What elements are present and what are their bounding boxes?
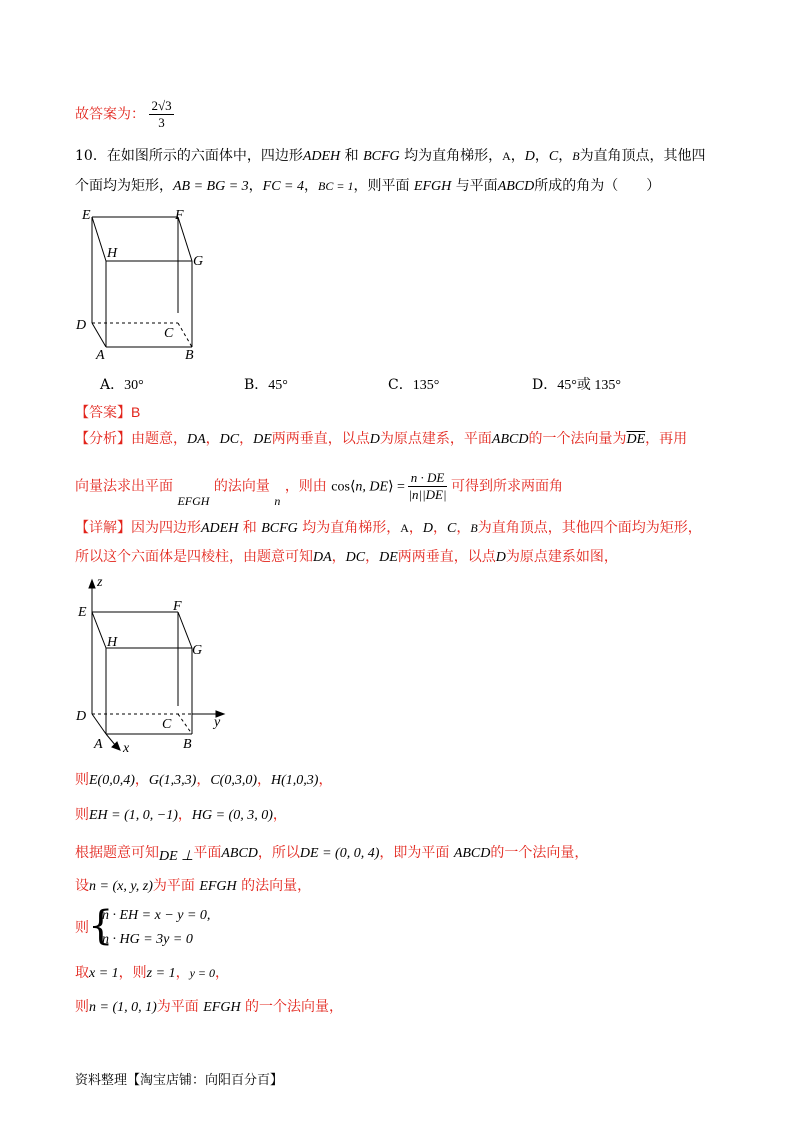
vectors-line — [75, 805, 287, 826]
q-ABCD: ABCD — [497, 179, 535, 194]
option-d[interactable] — [532, 375, 621, 396]
option-c[interactable] — [388, 375, 439, 396]
text: 的法向量， — [241, 878, 312, 894]
analysis-line-2 — [75, 470, 564, 508]
text: ，所以 — [257, 845, 300, 861]
option-letter: B． — [244, 377, 269, 393]
option-letter: D． — [532, 377, 558, 393]
separator: ， — [257, 772, 271, 788]
result-line — [75, 997, 343, 1018]
label-F: F — [173, 599, 182, 614]
take-values-line — [75, 963, 229, 984]
coord-G: G(1,3,3) — [148, 773, 197, 788]
text: 则 — [75, 920, 89, 936]
q-eq3: BC = 1 — [318, 179, 354, 193]
math-DE: DE — [379, 550, 398, 565]
footer-text: 资料整理【淘宝店铺：向阳百分百】 — [75, 1073, 284, 1088]
math-D: D — [369, 432, 380, 447]
q-comma: ， — [510, 148, 525, 164]
text: 的法向量 — [213, 478, 270, 495]
label-B: B — [183, 737, 192, 752]
q-A: A — [502, 149, 511, 163]
text: ，即为平面 — [379, 845, 450, 861]
separator: ， — [175, 965, 190, 981]
q-D: D — [524, 149, 535, 164]
label-H: H — [107, 635, 118, 650]
separator: ， — [134, 772, 149, 788]
text: 可得到所求两面角 — [451, 478, 564, 495]
math-ABCD: ABCD — [221, 846, 258, 861]
separator: ， — [177, 807, 192, 823]
math-D: D — [422, 521, 434, 536]
q-text: 均为直角梯形， — [404, 148, 503, 164]
math-ABCD: ABCD — [491, 432, 529, 447]
math-DC: DC — [345, 550, 366, 565]
text: ，则 — [118, 965, 147, 981]
coordinate-figure — [70, 572, 240, 758]
text: 则 — [75, 807, 89, 823]
set-n-line — [75, 876, 311, 897]
math-y: y = 0 — [189, 966, 216, 980]
q-text: 和 — [344, 148, 359, 164]
label-B: B — [185, 348, 194, 363]
math-EFGH: EFGH — [177, 493, 210, 508]
text: 的一个法向量， — [490, 845, 589, 861]
option-text: 30° — [124, 378, 144, 393]
q-C: C — [548, 149, 559, 164]
label-G: G — [193, 254, 204, 269]
text: 为原点建系，平面 — [379, 431, 492, 447]
label-A: A — [96, 348, 105, 363]
answer-value: B — [131, 404, 141, 420]
text: 平面 — [193, 845, 222, 861]
system-eq1: n · EH = x − y = 0, — [102, 908, 211, 923]
text: 均为直角梯形， — [302, 520, 401, 536]
math-DC: DC — [219, 432, 240, 447]
cos-denominator: |n||DE| — [408, 487, 447, 502]
math-DE: DE — [253, 432, 272, 447]
answer-label: 【答案】 — [75, 405, 131, 421]
detail-line-1: 【详解】因为四边形ADEH 和 BCFG 均为直角梯形，A，D，C，B为直角顶点，其他四个面均为矩形， — [75, 520, 702, 536]
coord-C: C(0,3,0) — [210, 773, 257, 788]
prev-answer — [75, 98, 174, 131]
q-text: ，则平面 — [353, 178, 410, 194]
math-EFGH: EFGH — [203, 1000, 241, 1015]
detail-line-2: 所以这个六面体是四棱柱，由题意可知DA，DC，DE两两垂直，以点D为原点建系如图， — [75, 549, 618, 565]
q-ADEH: ADEH — [302, 149, 341, 164]
q-comma: ， — [534, 148, 549, 164]
math-EFGH: EFGH — [199, 879, 237, 894]
math-D: D — [495, 550, 506, 565]
math-A: A — [400, 521, 409, 535]
axis-label-x: x — [123, 741, 130, 756]
hexahedron-figure — [70, 205, 220, 365]
text: 为直角顶点，其他四个面均为矩形， — [477, 520, 702, 536]
prev-answer-fraction — [149, 98, 173, 131]
vector-EH: EH = (1, 0, −1) — [89, 808, 178, 823]
fraction-numerator: 2√3 — [151, 98, 172, 113]
math-DE-perp: DE ⊥ — [159, 849, 194, 864]
q-text: 个面均为矩形， — [75, 178, 173, 194]
option-a[interactable] — [100, 375, 144, 396]
system-line — [75, 918, 89, 938]
text: 为平面 — [152, 878, 195, 894]
label-E: E — [82, 208, 91, 223]
text: 向量法求出平面 — [75, 478, 173, 495]
math-x: x = 1 — [89, 966, 119, 981]
q-text: 10．在如图所示的六面体中，四边形 — [75, 148, 303, 164]
axis-label-y: y — [214, 715, 221, 730]
text: ，再用 — [645, 431, 688, 447]
separator: ， — [272, 807, 287, 823]
math-n-def: n = (x, y, z) — [89, 879, 153, 894]
axis-label-z: z — [97, 575, 103, 590]
math-ADEH: ADEH — [201, 521, 239, 536]
label-G: G — [192, 643, 203, 658]
text: 为平面 — [156, 999, 199, 1015]
math-C: C — [447, 521, 457, 536]
math-n: n — [274, 493, 281, 508]
label-A: A — [94, 737, 103, 752]
label-D: D — [76, 709, 87, 724]
cos-label: cos — [331, 479, 350, 495]
math-BCFG: BCFG — [261, 521, 298, 536]
text: 由题意， — [131, 431, 187, 447]
math-DA: DA — [313, 550, 332, 565]
coord-H: H(1,0,3) — [271, 773, 319, 788]
separator: ， — [215, 965, 230, 981]
q-comma: ， — [248, 178, 263, 194]
text: 取 — [75, 965, 89, 981]
text: 因为四边形 — [131, 520, 201, 536]
text: 的一个法向量， — [245, 999, 344, 1015]
vector-DE: $\overline{DE}$ — [626, 432, 646, 447]
text: 根据题意可知 — [75, 845, 159, 861]
text: 则 — [75, 999, 89, 1015]
label-C: C — [164, 326, 174, 341]
q-text: 为直角顶点，其他四 — [579, 148, 706, 164]
q-eq2: FC = 4 — [262, 179, 305, 194]
option-text: 135° — [412, 378, 440, 393]
text: 为原点建系如图， — [505, 549, 618, 565]
fraction-denominator: 3 — [158, 115, 165, 130]
option-letter: A． — [100, 377, 125, 393]
math-DA: DA — [187, 432, 206, 447]
label-F: F — [175, 208, 184, 223]
brace-icon: { — [88, 903, 114, 949]
math-z: z = 1 — [146, 966, 176, 981]
question-line-2 — [75, 176, 660, 197]
system-eq2: n · HG = 3y = 0 — [102, 932, 193, 947]
option-text: 45° — [268, 378, 288, 393]
label-H: H — [107, 246, 118, 261]
math-ABCD: ABCD — [453, 846, 491, 861]
coords-line — [75, 770, 332, 791]
separator: ， — [196, 772, 211, 788]
math-n-result: n = (1, 0, 1) — [89, 1000, 157, 1015]
text: 设 — [75, 878, 89, 894]
option-text: 45°或 135° — [557, 378, 621, 393]
angle-vectors: n, DE — [355, 479, 389, 495]
analysis-line-1: 【分析】由题意，DA，DC，DE两两垂直，以点D为原点建系，平面ABCD的一个法向量为$\overline{DE}$，再用 — [75, 431, 688, 447]
text: 的一个法向量为 — [528, 431, 627, 447]
label-C: C — [162, 717, 172, 732]
q-comma: ， — [304, 178, 319, 194]
analysis-label: 【分析】 — [75, 431, 131, 447]
question-line-1 — [75, 146, 706, 167]
label-D: D — [76, 318, 87, 333]
cos-fraction — [408, 470, 446, 503]
q-BCFG: BCFG — [363, 149, 400, 164]
text: ，则由 — [284, 478, 327, 495]
vector-DE-value: DE = (0, 0, 4) — [299, 846, 380, 861]
text: 两两垂直，以点 — [271, 431, 370, 447]
q-text: 所成的角为（ ） — [534, 178, 661, 194]
q-eq1: AB = BG = 3 — [173, 179, 249, 194]
prev-answer-label: 故答案为： — [75, 106, 145, 123]
perp-line — [75, 843, 588, 864]
option-letter: C． — [388, 377, 413, 393]
q-text: 与平面 — [455, 178, 498, 194]
text: 两两垂直，以点 — [397, 549, 496, 565]
text: 所以这个六面体是四棱柱，由题意可知 — [75, 549, 313, 565]
text: 和 — [242, 520, 257, 536]
math-B: B — [470, 521, 478, 535]
option-b[interactable] — [244, 375, 288, 396]
label-E: E — [78, 605, 87, 620]
q-EFGH: EFGH — [413, 179, 452, 194]
vector-HG: HG = (0, 3, 0) — [191, 808, 273, 823]
answer-line — [75, 402, 140, 423]
cos-formula: cos⟨n, DE⟩ = $\frac{n \cdot DE}{|n||DE|}$ — [331, 470, 447, 502]
q-comma: ， — [558, 148, 573, 164]
text: 则 — [75, 772, 89, 788]
q-B: B — [572, 149, 580, 163]
cos-numerator: n · DE — [408, 470, 446, 487]
coord-E: E(0,0,4) — [89, 773, 135, 788]
detail-label: 【详解】 — [75, 520, 131, 536]
separator: ， — [318, 772, 333, 788]
